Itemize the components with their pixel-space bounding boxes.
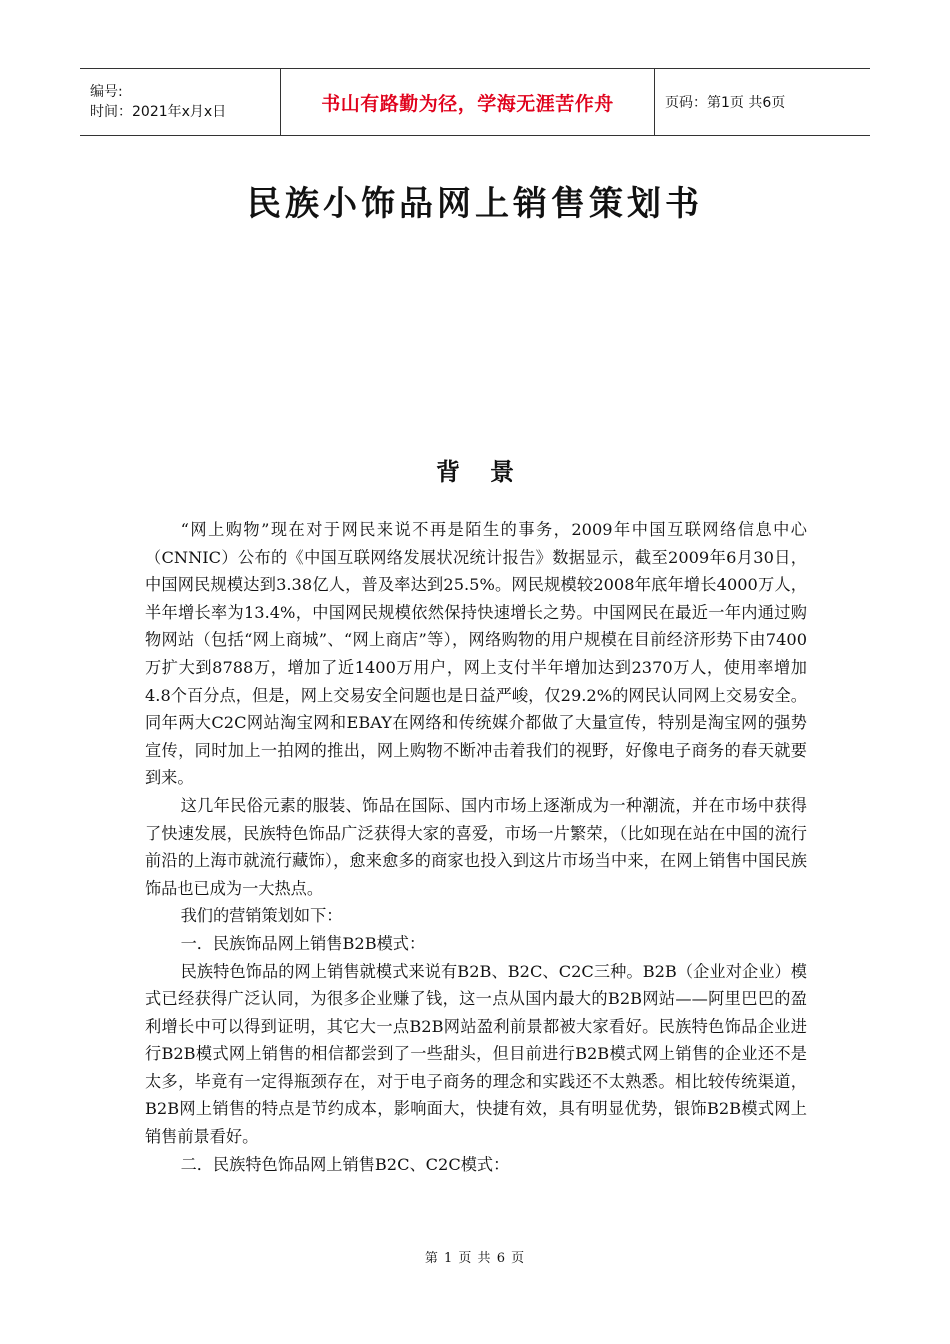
header-motto: 书山有路勤为径，学海无涯苦作舟 <box>321 92 614 115</box>
document-number-label: 编号: <box>90 84 123 100</box>
header-motto-cell <box>281 69 655 135</box>
section-title: 背景 <box>436 457 544 486</box>
paragraph: 这几年民俗元素的服装、饰品在国际、国内市场上逐渐成为一种潮流，并在市场中获得了快速发展，民族特色饰品广泛获得大家的喜爱，市场一片繁荣，（比如现在站在中国的流行前沿的上海市就流行藏饰），愈来愈多的商家也投入到这片市场当中来，在网上销售中国民族饰品也已成为一大热点。 <box>145 795 807 898</box>
document-body <box>145 516 807 1178</box>
paragraph: 民族特色饰品的网上销售就模式来说有B2B、B2C、C2C三种。B2B（企业对企业）模式已经获得广泛认同，为很多企业赚了钱，这一点从国内最大的B2B网站——阿里巴巴的盈利增长中可以得到证明，其它大一点B2B网站盈利前景都被大家看好。民族特色饰品企业进行B2B模式网上销售的相信都尝到了一些甜头，但目前进行B2B模式网上销售的企业还不是太多，毕竟有一定得瓶颈存在，对于电子商务的理念和实践还不太熟悉。相比较传统渠道，B2B网上销售的特点是节约成本，影响面大，快捷有效，具有明显优势，银饰B2B模式网上销售前景看好。 <box>145 961 807 1147</box>
page-footer: 第 1 页 共 6 页 <box>424 1251 526 1266</box>
document-date-label: 时间：2021年x月x日 <box>90 104 227 120</box>
header-page-info: 页码：第1页 共6页 <box>665 95 786 111</box>
header-table <box>80 68 870 136</box>
paragraph: “网上购物”现在对于网民来说不再是陌生的事务，2009年中国互联网络信息中心（CNNIC）公布的《中国互联网络发展状况统计报告》数据显示，截至2009年6月30日，中国网民规模达到3.38亿人，普及率达到25.5%。网民规模较2008年底年增长4000万人，半年增长率为13.4%，中国网民规模依然保持快速增长之势。中国网民在最近一年内通过购物网站（包括“网上商城”、“网上商店”等），网络购物的用户规模在目前经济形势下由7400万扩大到8788万，增加了近1400万用户，网上支付半年增加达到2370万人，使用率增加4.8个百分点，但是，网上交易安全问题也是日益严峻，仅29.2%的网民认同网上交易安全。同年两大C2C网站淘宝网和EBAY在网络和传统媒介都做了大量宣传，特别是淘宝网的强势宣传，同时加上一拍网的推出，网上购物不断冲击着我们的视野，好像电子商务的春天就要到来。 <box>145 520 807 788</box>
paragraph: 一．民族饰品网上销售B2B模式： <box>180 933 426 953</box>
paragraph: 我们的营销策划如下： <box>180 906 343 926</box>
header-meta <box>80 69 281 135</box>
paragraph: 二．民族特色饰品网上销售B2C、C2C模式： <box>180 1154 510 1174</box>
document-title: 民族小饰品网上销售策划书 <box>247 184 703 224</box>
header-page-cell <box>655 69 870 135</box>
